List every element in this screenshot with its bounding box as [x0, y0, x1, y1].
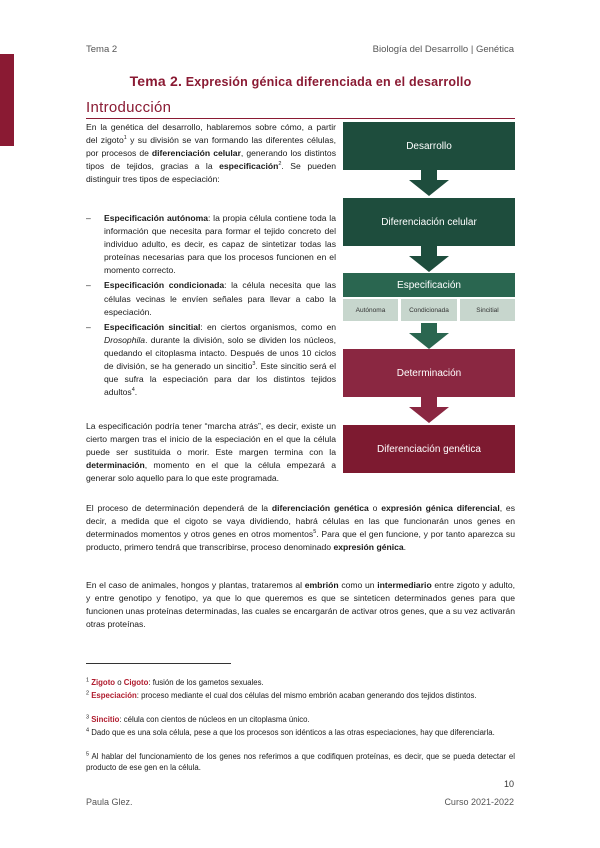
box-desarrollo: Desarrollo [343, 122, 515, 170]
section-heading: Introducción [86, 99, 172, 116]
footnote-rule [86, 663, 231, 664]
footnote: $^5$ Al hablar del funcionamiento de los genes nos referimos a que codifiquen proteínas, es decir, que se pueda detectar el producto de ese gen en la célula. [86, 751, 515, 773]
box-diferenciacion-celular: Diferenciación celular [343, 198, 515, 246]
subtype-sincitial: Sincitial [460, 299, 515, 321]
specification-list [86, 212, 336, 401]
footer-author: Paula Glez. [86, 797, 133, 807]
subtype-condicionada: Condicionada [401, 299, 457, 321]
title-rest: Expresión génica diferenciada en el desarrollo [182, 75, 472, 89]
page-number: 10 [503, 779, 514, 789]
process-diagram [343, 122, 515, 467]
subtype-autonoma: Autónoma [343, 299, 398, 321]
expression-paragraph: El proceso de determinación dependerá de la diferenciación genética o expresión génica diferencial, es decir, a medida que el cigoto se vaya dividiendo, habrá células en las que funcionarán unos genes en determinados momentos y otros genes en otros momentos$^5$. Para que el gen funcione, y por tanto aparezca su producto, primero tendrá que transcribirse, proceso denominado expresión génica. [86, 503, 515, 553]
list-item: – Especificación sincitial: en ciertos organismos, como en Drosophila. durante la división, solo se dividen los núcleos, quedando el citoplasma intacto. Después de unos 10 ciclos de división, se ha generado un sincitio$^3$. Este sincitio será el que sufra la especiación para dar los distintos tejidos adultos$^4$. [86, 321, 337, 398]
arrow-down-icon [409, 323, 449, 349]
arrow-down-icon [409, 397, 449, 423]
list-item: – Especificación condicionada: la célula necesita que las células vecinas le envíen señales para llevar a cabo la especiación. [86, 280, 336, 317]
footnote: $^1$ Zigoto o Cigoto: fusión de los gametos sexuales. [86, 677, 264, 687]
header-subject: Biología del Desarrollo | Genética [372, 44, 514, 55]
page-title [86, 73, 515, 89]
box-especificacion: Especificación [343, 273, 515, 297]
footnote: $^4$ Dado que es una sola célula, pese a que los procesos son idénticos a las otras especiaciones, hay que diferenciarla. [86, 727, 495, 737]
side-tab-marker [0, 54, 14, 146]
arrow-down-icon [409, 170, 449, 196]
intro-paragraph: En la genética del desarrollo, hablaremos sobre cómo, a partir del zigoto$^1$ y su división se van formando las diferentes células, por procesos de diferenciación celular, generando los distintos tipos de tejidos, gracias a la especificación$^2$. Se pueden distinguir tres tipos de especiación: [86, 122, 336, 185]
list-item: – Especificación autónoma: la propia célula contiene toda la información que necesita para formar el tejido concreto del individuo adulto, es decir, es capaz de sintetizar todas las proteínas necesarias para que los procesos funcionen en el momento correcto. [86, 213, 336, 276]
determination-paragraph-col: La especificación podría tener “marcha atrás”, es decir, existe un cierto margen tras el inicio de la especiación en el que la célula puede ser sustituida o morir. Este margen termina con la determinación, momento en el que la célula empezará a generar solo aquello para lo que este programada. [86, 421, 336, 484]
title-lead: Tema 2. [129, 73, 183, 89]
header-topic: Tema 2 [86, 44, 118, 55]
footer-course: Curso 2021-2022 [444, 797, 514, 807]
footnote: $^3$ Sincitio: célula con cientos de núcleos en un citoplasma único. [86, 714, 310, 724]
specification-subtypes [343, 299, 515, 321]
embryo-paragraph: En el caso de animales, hongos y plantas, trataremos al embrión como un intermediario entre zigoto y adulto, y entre genotipo y fenotipo, ya que lo que queremos es que se sinteticen determinados genes para que funcionen unas proteínas determinadas, las cuales se encargarán de activar otros genes, que a su vez activarán otras proteínas. [86, 580, 516, 630]
box-determinacion: Determinación [343, 349, 515, 397]
section-rule [86, 118, 515, 119]
box-diferenciacion-genetica: Diferenciación genética [343, 425, 515, 473]
footnote: $^2$ Especiación: proceso mediante el cual dos células del mismo embrión acaban generando dos tejidos distintos. [86, 690, 477, 700]
arrow-down-icon [409, 246, 449, 272]
